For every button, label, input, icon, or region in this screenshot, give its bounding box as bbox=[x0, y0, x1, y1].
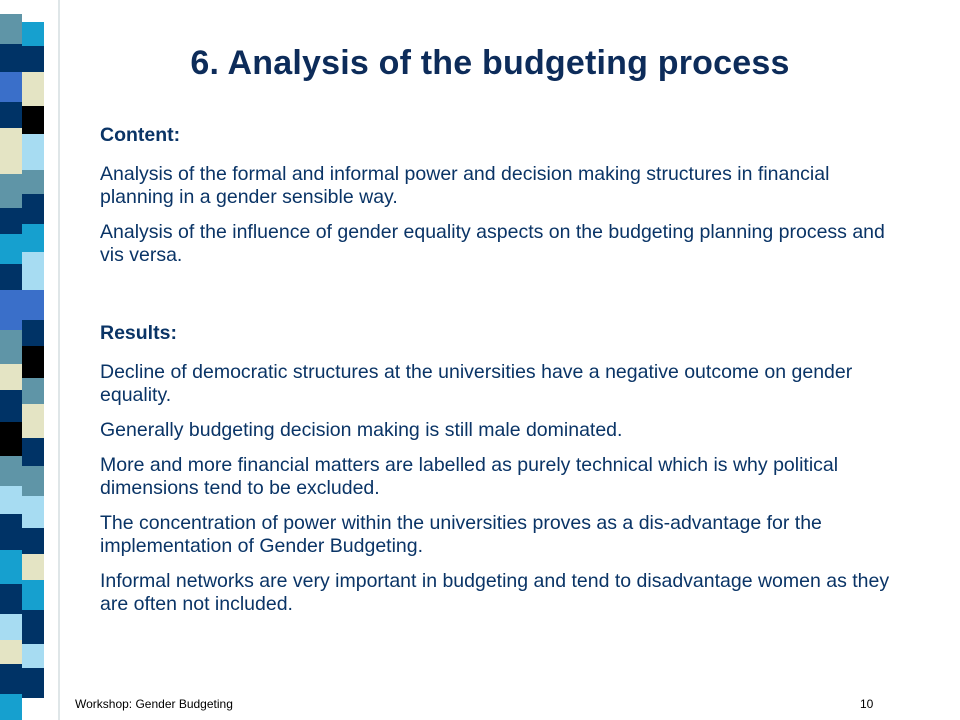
stripe-block bbox=[22, 106, 44, 134]
stripe-block bbox=[22, 668, 44, 698]
results-item: Informal networks are very important in budgeting and tend to disadvantage women as they are often not included. bbox=[100, 570, 890, 615]
stripe-block bbox=[22, 46, 44, 72]
content-heading: Content: bbox=[100, 124, 181, 146]
stripe-block bbox=[0, 584, 22, 614]
stripe-block bbox=[0, 640, 22, 664]
stripe-block bbox=[22, 72, 44, 106]
section-spacer bbox=[100, 279, 900, 322]
stripe-block bbox=[0, 44, 22, 72]
stripe-block bbox=[22, 22, 44, 46]
stripe-block bbox=[22, 0, 44, 22]
footer-workshop-label: Workshop: Gender Budgeting bbox=[75, 697, 233, 711]
stripe-block bbox=[22, 170, 44, 194]
results-item: The concentration of power within the universities proves as a dis-advantage for the implementation of Gender Budgeting. bbox=[100, 512, 822, 557]
stripe-block bbox=[0, 290, 22, 330]
stripe-block bbox=[0, 14, 22, 44]
stripe-column-left bbox=[0, 0, 22, 720]
stripe-block bbox=[22, 320, 44, 346]
slide-title: 6. Analysis of the budgeting process bbox=[190, 44, 790, 82]
stripe-block bbox=[0, 456, 22, 486]
stripe-column-right bbox=[22, 0, 44, 720]
stripe-block bbox=[0, 694, 22, 720]
content-item: Analysis of the influence of gender equality aspects on the budgeting planning process and vis versa. bbox=[100, 221, 885, 266]
stripe-block bbox=[22, 224, 44, 252]
stripe-block bbox=[0, 208, 22, 234]
footer-page-number: 10 bbox=[860, 697, 874, 711]
stripe-block bbox=[22, 438, 44, 466]
stripe-block bbox=[0, 614, 22, 640]
stripe-block bbox=[22, 610, 44, 644]
stripe-block bbox=[0, 664, 22, 694]
stripe-block bbox=[22, 528, 44, 554]
content-item: Analysis of the formal and informal power and decision making structures in financial planning in a gender sensible way. bbox=[100, 163, 830, 208]
stripe-block bbox=[0, 486, 22, 514]
stripe-block bbox=[0, 422, 22, 456]
stripe-divider bbox=[58, 0, 60, 720]
stripe-block bbox=[0, 72, 22, 102]
results-item: Decline of democratic structures at the universities have a negative outcome on gender equality. bbox=[100, 361, 853, 406]
stripe-block bbox=[22, 378, 44, 404]
results-item: More and more financial matters are labelled as purely technical which is why political dimensions tend to be excluded. bbox=[100, 454, 839, 499]
stripe-block bbox=[22, 644, 44, 668]
stripe-block bbox=[22, 252, 44, 290]
stripe-block bbox=[0, 550, 22, 584]
stripe-block bbox=[0, 264, 22, 290]
decorative-stripe-bar bbox=[0, 0, 62, 720]
stripe-block bbox=[0, 330, 22, 364]
slide-body bbox=[100, 124, 900, 628]
stripe-block bbox=[0, 390, 22, 422]
stripe-block bbox=[0, 364, 22, 390]
stripe-block bbox=[0, 102, 22, 128]
stripe-block bbox=[22, 496, 44, 528]
stripe-block bbox=[22, 466, 44, 496]
stripe-block bbox=[22, 134, 44, 170]
stripe-block bbox=[0, 0, 22, 14]
stripe-block bbox=[0, 514, 22, 550]
stripe-block bbox=[22, 194, 44, 224]
results-heading: Results: bbox=[100, 322, 177, 344]
stripe-block bbox=[22, 554, 44, 580]
stripe-block bbox=[22, 404, 44, 438]
stripe-block bbox=[22, 346, 44, 378]
stripe-block bbox=[0, 174, 22, 208]
stripe-block bbox=[22, 290, 44, 320]
stripe-block bbox=[0, 234, 22, 264]
stripe-block bbox=[0, 128, 22, 174]
results-item: Generally budgeting decision making is still male dominated. bbox=[100, 419, 623, 441]
stripe-block bbox=[22, 580, 44, 610]
